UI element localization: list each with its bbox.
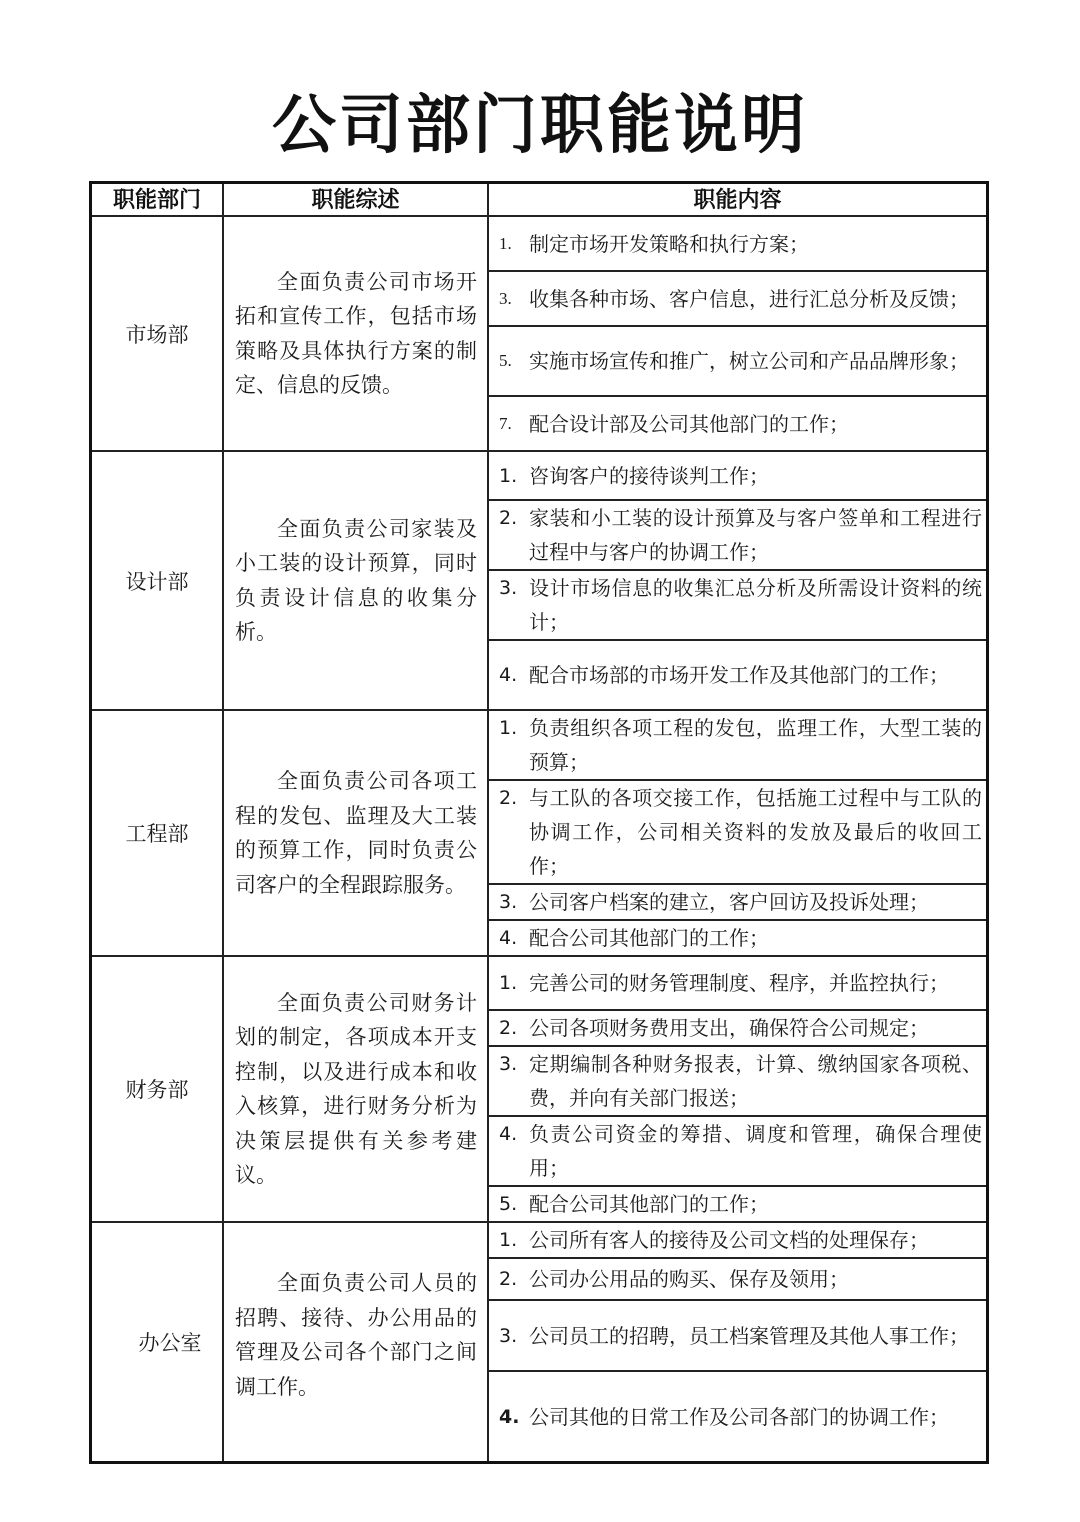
item-number: 1.: [499, 1229, 518, 1251]
header-content: 职能内容: [693, 188, 782, 213]
item-number: 2.: [499, 787, 518, 809]
item-text: 制定市场开发策略和执行方案；: [529, 231, 809, 256]
duty-item: [489, 571, 984, 639]
duty-item: [489, 217, 984, 270]
department-function-table: [89, 181, 989, 1464]
item-number: 3.: [499, 1053, 518, 1075]
dept-summary-finance: [235, 957, 477, 1221]
item-text: 公司其他的日常工作及公司各部门的协调工作；: [529, 1404, 949, 1429]
dept-name-market: 市场部: [125, 322, 189, 347]
item-text: 配合公司其他部门的工作；: [529, 1192, 769, 1216]
duty-item: [489, 711, 984, 779]
dept-name-finance: 财务部: [125, 1078, 189, 1102]
item-number: 1.: [499, 464, 518, 487]
item-number: 3.: [499, 891, 518, 913]
duty-item: [489, 1047, 984, 1115]
header-dept: 职能部门: [112, 188, 201, 213]
duty-item: [489, 885, 984, 919]
item-text: 配合公司其他部门的工作；: [529, 926, 769, 950]
item-text: 公司各项财务费用支出，确保符合公司规定；: [529, 1016, 929, 1040]
item-number: 3.: [499, 1324, 518, 1347]
dept-summary-office: [235, 1223, 477, 1447]
column-divider: [222, 184, 224, 1461]
item-text: 公司办公用品的购买、保存及领用；: [529, 1267, 849, 1291]
dept-summary-engineering: [235, 711, 477, 955]
item-number: 2.: [499, 1017, 518, 1039]
summary-text: 全面负责公司各项工程的发包、监理及大工装的预算工作，同时负责公司客户的全程跟踪服务。: [235, 769, 477, 897]
duty-item: [489, 1372, 984, 1461]
item-number: 1.: [499, 233, 512, 253]
item-text: 配合设计部及公司其他部门的工作；: [529, 411, 849, 436]
item-number: 3.: [499, 288, 512, 308]
header-summary: 职能综述: [311, 188, 400, 213]
duty-item: [489, 781, 984, 883]
duty-item: [489, 1187, 984, 1221]
duty-item: [489, 921, 984, 955]
item-number: 4.: [499, 1123, 518, 1145]
item-number: 7.: [499, 413, 512, 433]
dept-summary-market: [235, 217, 477, 450]
duty-item: [489, 272, 984, 325]
item-number: 4.: [499, 664, 518, 686]
item-number: 5.: [499, 351, 512, 370]
item-text: 负责公司资金的筹措、调度和管理，确保合理使用；: [529, 1122, 982, 1180]
summary-text: 全面负责公司市场开拓和宣传工作，包括市场策略及具体执行方案的制定、信息的反馈。: [235, 269, 477, 397]
item-number: 4.: [499, 1405, 520, 1428]
duty-item: [489, 452, 984, 499]
dept-summary-design: [235, 452, 477, 709]
duty-item: [489, 1259, 984, 1299]
item-text: 家装和小工装的设计预算及与客户签单和工程进行过程中与客户的协调工作；: [529, 506, 982, 564]
summary-text: 全面负责公司人员的招聘、接待、办公用品的管理及公司各个部门之间调工作。: [235, 1271, 477, 1399]
item-number: 1.: [499, 972, 518, 994]
duty-item: [489, 957, 984, 1009]
item-number: 2.: [499, 507, 518, 529]
item-text: 完善公司的财务管理制度、程序，并监控执行；: [529, 971, 949, 995]
duty-item: [489, 641, 984, 709]
item-text: 设计市场信息的收集汇总分析及所需设计资料的统计；: [529, 576, 982, 634]
duty-item: [489, 1301, 984, 1370]
dept-name-office: 办公室: [138, 1331, 202, 1355]
duty-item: [489, 1223, 984, 1257]
item-number: 4.: [499, 927, 518, 949]
item-number: 1.: [499, 717, 518, 739]
item-text: 定期编制各种财务报表，计算、缴纳国家各项税、费，并向有关部门报送；: [529, 1052, 982, 1110]
item-text: 与工队的各项交接工作，包括施工过程中与工队的协调工作，公司相关资料的发放及最后的收回工作；: [529, 786, 982, 878]
duty-item: [489, 327, 984, 395]
item-number: 3.: [499, 577, 518, 599]
duty-item: [489, 1117, 984, 1185]
duty-item: [489, 501, 984, 569]
dept-name-engineering: 工程部: [125, 822, 189, 846]
item-number: 2.: [499, 1268, 518, 1290]
item-text: 公司客户档案的建立，客户回访及投诉处理；: [529, 890, 929, 914]
document-title: 公司部门职能说明: [272, 89, 808, 163]
item-text: 收集各种市场、客户信息，进行汇总分析及反馈；: [529, 286, 969, 311]
item-text: 咨询客户的接待谈判工作；: [529, 463, 769, 488]
item-text: 公司员工的招聘，员工档案管理及其他人事工作；: [529, 1323, 969, 1348]
summary-text: 全面负责公司家装及小工装的设计预算，同时负责设计信息的收集分析。: [235, 516, 477, 644]
summary-text: 全面负责公司财务计划的制定，各项成本开支控制，以及进行成本和收入核算，进行财务分析为决策层提供有关参考建议。: [235, 990, 477, 1187]
item-text: 公司所有客人的接待及公司文档的处理保存；: [529, 1228, 929, 1252]
item-number: 5.: [499, 1193, 518, 1215]
duty-item: [489, 1011, 984, 1045]
duty-item: [489, 397, 984, 450]
item-text: 配合市场部的市场开发工作及其他部门的工作；: [529, 663, 949, 687]
item-text: 负责组织各项工程的发包，监理工作，大型工装的预算；: [529, 716, 982, 774]
dept-name-design: 设计部: [125, 569, 189, 594]
item-text: 实施市场宣传和推广，树立公司和产品品牌形象；: [529, 349, 969, 373]
